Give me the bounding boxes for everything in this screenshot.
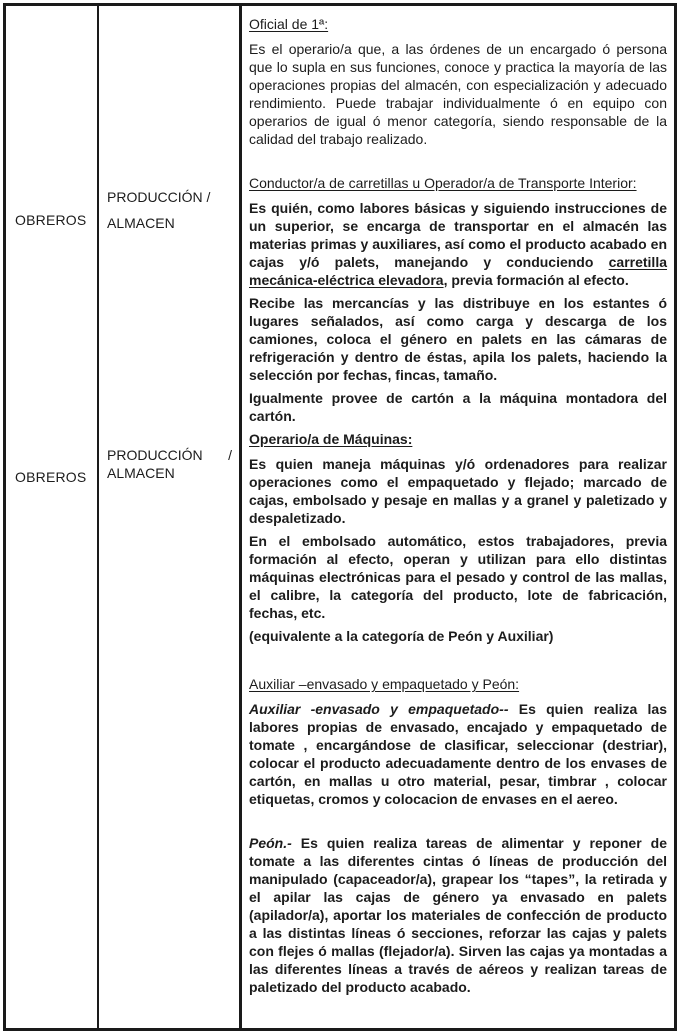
auxiliar-duties-text: Es quien realiza las labores propias de envasado, encajado y empaquetado de tomate , encargándose de clasificar, seleccionar (destriar), colocar el producto adecuadamente dentro de los envases de cartón, en mallas u otro material, pesar, timbrar , colocar etiquetas, cromos y colocacion de envases en el aereo. <box>249 701 667 807</box>
conductor-text-start: Es quién, como labores básicas y siguiendo instrucciones de un superior, se encarga de transportar en el almacén las materias primas y auxiliares, así como el producto acabado en cajas y/ó palets, manejando y conduciendo <box>249 200 667 270</box>
paragraph-conductor-duties-3: Igualmente provee de cartón a la máquina montadora del cartón. <box>249 390 667 424</box>
paragraph-peon-duties <box>249 834 667 996</box>
paragraph-operario-duties-2: En el embolsado automático, estos trabajadores, previa formación al efecto, operan y utilizan para ello distintas máquinas electrónicas para el pesado y control de las mallas, el calibre, la categoría del producto, lote de fabricación, fechas, etc. <box>249 533 667 621</box>
department-produccion-almacen-1 <box>107 188 232 232</box>
department-line-produccion: PRODUCCIÓN / <box>107 189 211 205</box>
department-line-almacen: ALMACEN <box>107 215 175 231</box>
heading-operario-de-maquinas: Operario/a de Máquinas: <box>249 431 413 447</box>
paragraph-auxiliar-duties <box>249 700 667 808</box>
heading-oficial-de-1a: Oficial de 1ª: <box>249 16 329 32</box>
group-label-obreros-2: OBREROS <box>15 469 87 485</box>
heading-auxiliar-y-peon: Auxiliar –envasado y empaquetado y Peón: <box>249 676 520 692</box>
peon-lead-label: Peón.- <box>249 835 301 851</box>
conductor-text-end: , previa formación al efecto. <box>443 272 629 288</box>
department-word-produccion: PRODUCCIÓN <box>107 447 203 463</box>
department-produccion-almacen-2 <box>107 446 232 482</box>
column-descriptions <box>239 6 674 1028</box>
department-line-almacen: ALMACEN <box>107 465 175 481</box>
paragraph-operario-equivalence-note: (equivalente a la categoría de Peón y Auxiliar) <box>249 628 554 644</box>
paragraph-operario-duties-1: Es quien maneja máquinas y/ó ordenadores para realizar operaciones como el empaquetado y flejado; marcado de cajas, embolsado y pesaje en mallas y a granel y paletizado y despaletizado. <box>249 456 667 526</box>
column-department <box>97 6 239 1028</box>
paragraph-conductor-duties-2: Recibe las mercancías y las distribuye en los estantes ó lugares señalados, así como carga y descarga de los camiones, coloca el género en palets en las cámaras de refrigeración y dentro de éstas, apila los palets, haciendo la selección por fechas, fincas, tamaño. <box>249 295 667 383</box>
auxiliar-lead-label: Auxiliar -envasado y empaquetado-- <box>249 701 519 717</box>
group-label-obreros-1: OBREROS <box>15 212 87 228</box>
heading-conductor-carretillas: Conductor/a de carretillas u Operador/a de Transporte Interior: <box>249 175 637 191</box>
department-slash: / <box>228 447 232 463</box>
paragraph-conductor-duties-1 <box>249 199 667 289</box>
peon-duties-text: Es quien realiza tareas de alimentar y reponer de tomate a las diferentes cintas ó líneas de producción del manipulado (capaceador/a), grapear los “tapes”, la retirada y el apilar las cajas de género ya envasado en palets (apilador/a), aportar los materiales de confección de producto a las distintas líneas ó secciones, reforzar las cajas y palets con flejes ó mallas (flejador/a). Sirven las cajas ya montadas a las diferentes líneas a través de aéreos y realizan tareas de paletizado del producto acabado. <box>249 835 668 995</box>
paragraph-oficial-description: Es el operario/a que, a las órdenes de un encargado ó persona que lo supla en sus funciones, conoce y practica la mayoría de las operaciones propias del almacén, con especialización y adecuado rendimiento. Puede trabajar individualmente ó en equipo con operarios de igual ó menor categoría, siendo responsable de la calidad del trabajo realizado. <box>249 41 667 147</box>
column-worker-group <box>6 6 97 1028</box>
job-categories-table <box>3 3 677 1031</box>
conductor-text-underlined-carretilla: carretilla mecánica-eléctrica elevadora <box>249 254 667 288</box>
department-line-produccion-justified <box>107 446 232 464</box>
